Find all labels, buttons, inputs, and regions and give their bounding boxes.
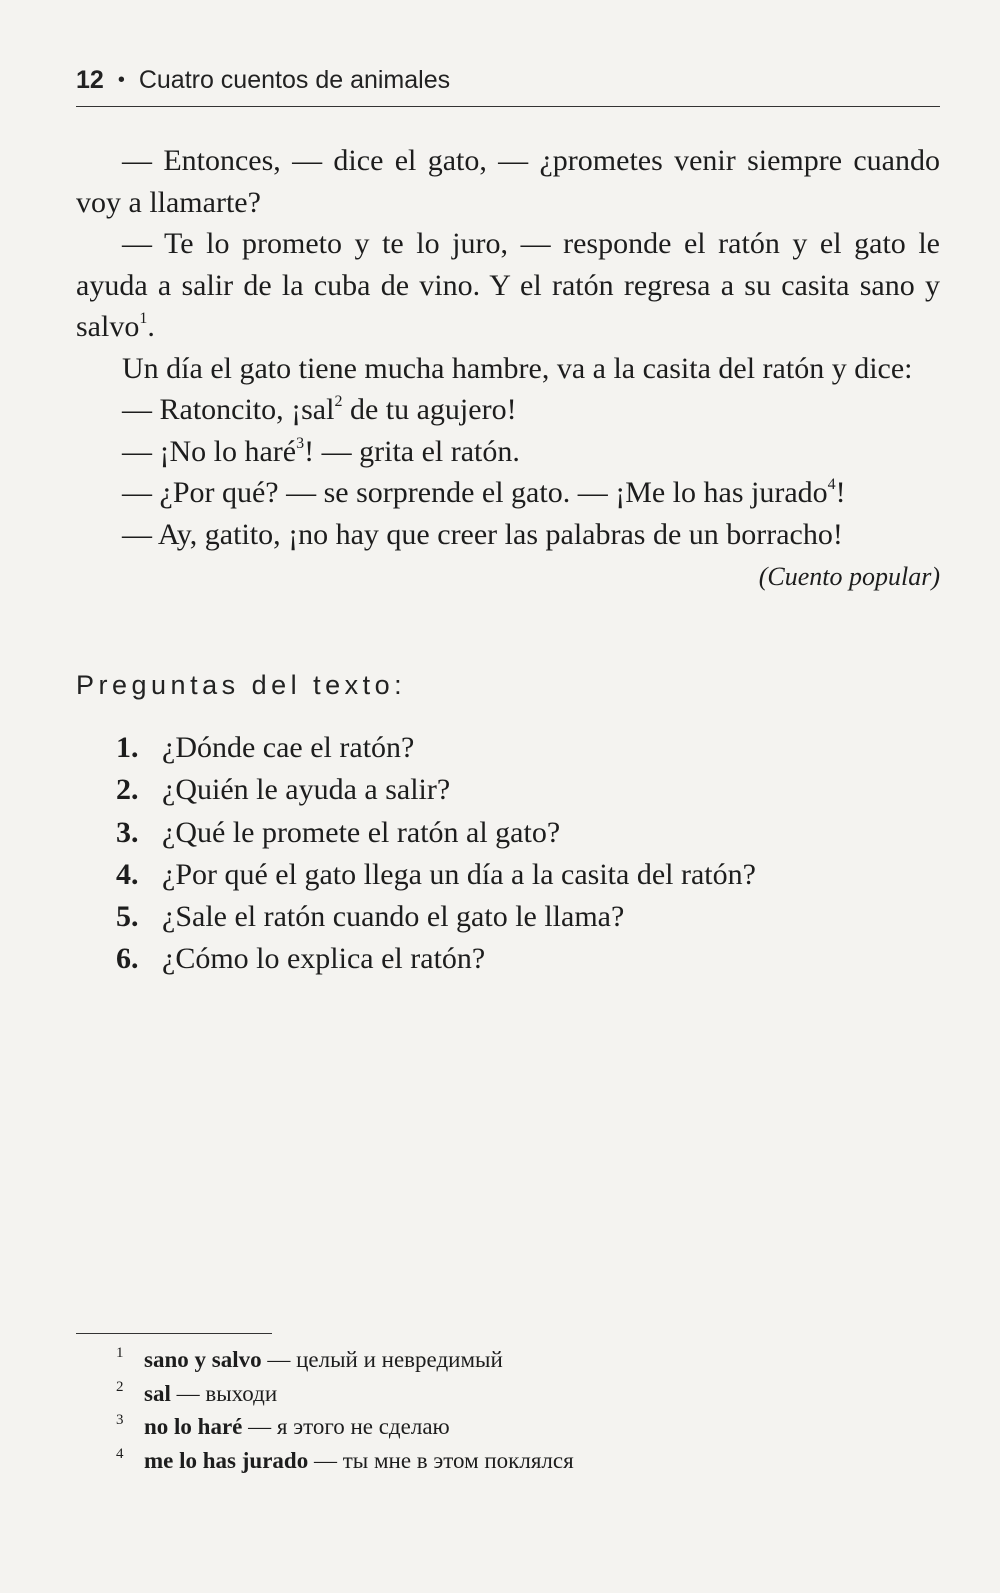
footnote-term: no lo haré (144, 1414, 243, 1439)
questions-list (116, 727, 756, 981)
story-text-run: . (147, 310, 155, 343)
footnote-item (116, 1444, 574, 1478)
question-number: 2. (116, 773, 139, 807)
story-paragraph (76, 472, 940, 514)
question-number: 5. (116, 900, 139, 934)
story-text-run: de tu agujero! (342, 393, 517, 426)
footnote-ref: 2 (334, 393, 343, 410)
story-paragraph (76, 223, 940, 348)
question-item (116, 727, 756, 769)
running-header (76, 62, 940, 107)
story-text-run: — Ratoncito, ¡sal (122, 393, 335, 426)
footnote-number: 4 (116, 1445, 124, 1462)
footnote-item (116, 1410, 574, 1444)
bullet-separator: • (117, 69, 125, 91)
story-text (76, 140, 940, 597)
book-title: Cuatro cuentos de animales (138, 66, 451, 94)
story-text-run: — ¿Por qué? — se sorprende el gato. — ¡Me lo has jurado (122, 476, 828, 509)
question-item (116, 812, 756, 854)
footnote-divider (76, 1333, 272, 1334)
story-paragraph (76, 431, 940, 473)
page-number: 12 (76, 66, 104, 94)
footnote-translation: — ты мне в этом поклялся (308, 1447, 574, 1473)
question-item (116, 769, 756, 811)
question-number: 6. (116, 942, 139, 976)
question-number: 1. (116, 731, 139, 764)
footnote-item (116, 1343, 574, 1377)
question-text: ¿Sale el ratón cuando el gato le llama? (162, 900, 625, 934)
footnote-number: 2 (116, 1378, 124, 1395)
footnote-number: 1 (116, 1345, 124, 1361)
story-text-run: ! (835, 476, 846, 509)
question-text: ¿Dónde cae el ratón? (162, 731, 415, 764)
footnote-translation: — я этого не сделаю (242, 1414, 450, 1439)
footnote-number: 3 (116, 1412, 124, 1428)
story-paragraph (76, 389, 940, 431)
footnote-term: sano y salvo (144, 1347, 262, 1372)
question-text: ¿Cómo lo explica el ratón? (162, 942, 486, 976)
story-paragraph: — Ay, gatito, ¡no hay que creer las palabras de un borracho! (122, 517, 843, 551)
question-number: 4. (116, 857, 139, 891)
question-item (116, 896, 756, 938)
footnote-ref: 1 (139, 310, 148, 327)
footnote-ref: 3 (296, 434, 305, 452)
story-text-run: ! — grita el ratón. (304, 434, 520, 468)
footnote-term: me lo has jurado (144, 1447, 309, 1473)
question-item (116, 938, 756, 980)
story-text-run: — Te lo prometo y te lo juro, — responde el ratón y el gato le ayuda a salir de la cuba de vino. Y el ratón regresa a su casita sano y salvo (76, 227, 940, 343)
question-number: 3. (116, 815, 139, 849)
story-source: (Cuento popular) (758, 562, 940, 591)
story-paragraph: — Entonces, — dice el gato, — ¿prometes venir siempre cuando voy a llamarte? (76, 144, 940, 219)
footnote-translation: — целый и невредимый (261, 1347, 503, 1372)
story-text-run: — ¡No lo haré (122, 434, 297, 468)
questions-title: Preguntas del texto: (76, 670, 407, 700)
footnote-term: sal (144, 1380, 171, 1406)
footnote-ref: 4 (827, 476, 836, 493)
question-text: ¿Quién le ayuda a salir? (162, 773, 451, 807)
question-item (116, 854, 756, 896)
footnote-translation: — выходи (170, 1380, 278, 1406)
story-paragraph: Un día el gato tiene mucha hambre, va a la casita del ratón y dice: (122, 351, 913, 385)
footnotes-list (116, 1343, 574, 1477)
footnote-item (116, 1377, 574, 1411)
question-text: ¿Por qué el gato llega un día a la casita del ratón? (162, 857, 756, 891)
question-text: ¿Qué le promete el ratón al gato? (162, 815, 561, 849)
